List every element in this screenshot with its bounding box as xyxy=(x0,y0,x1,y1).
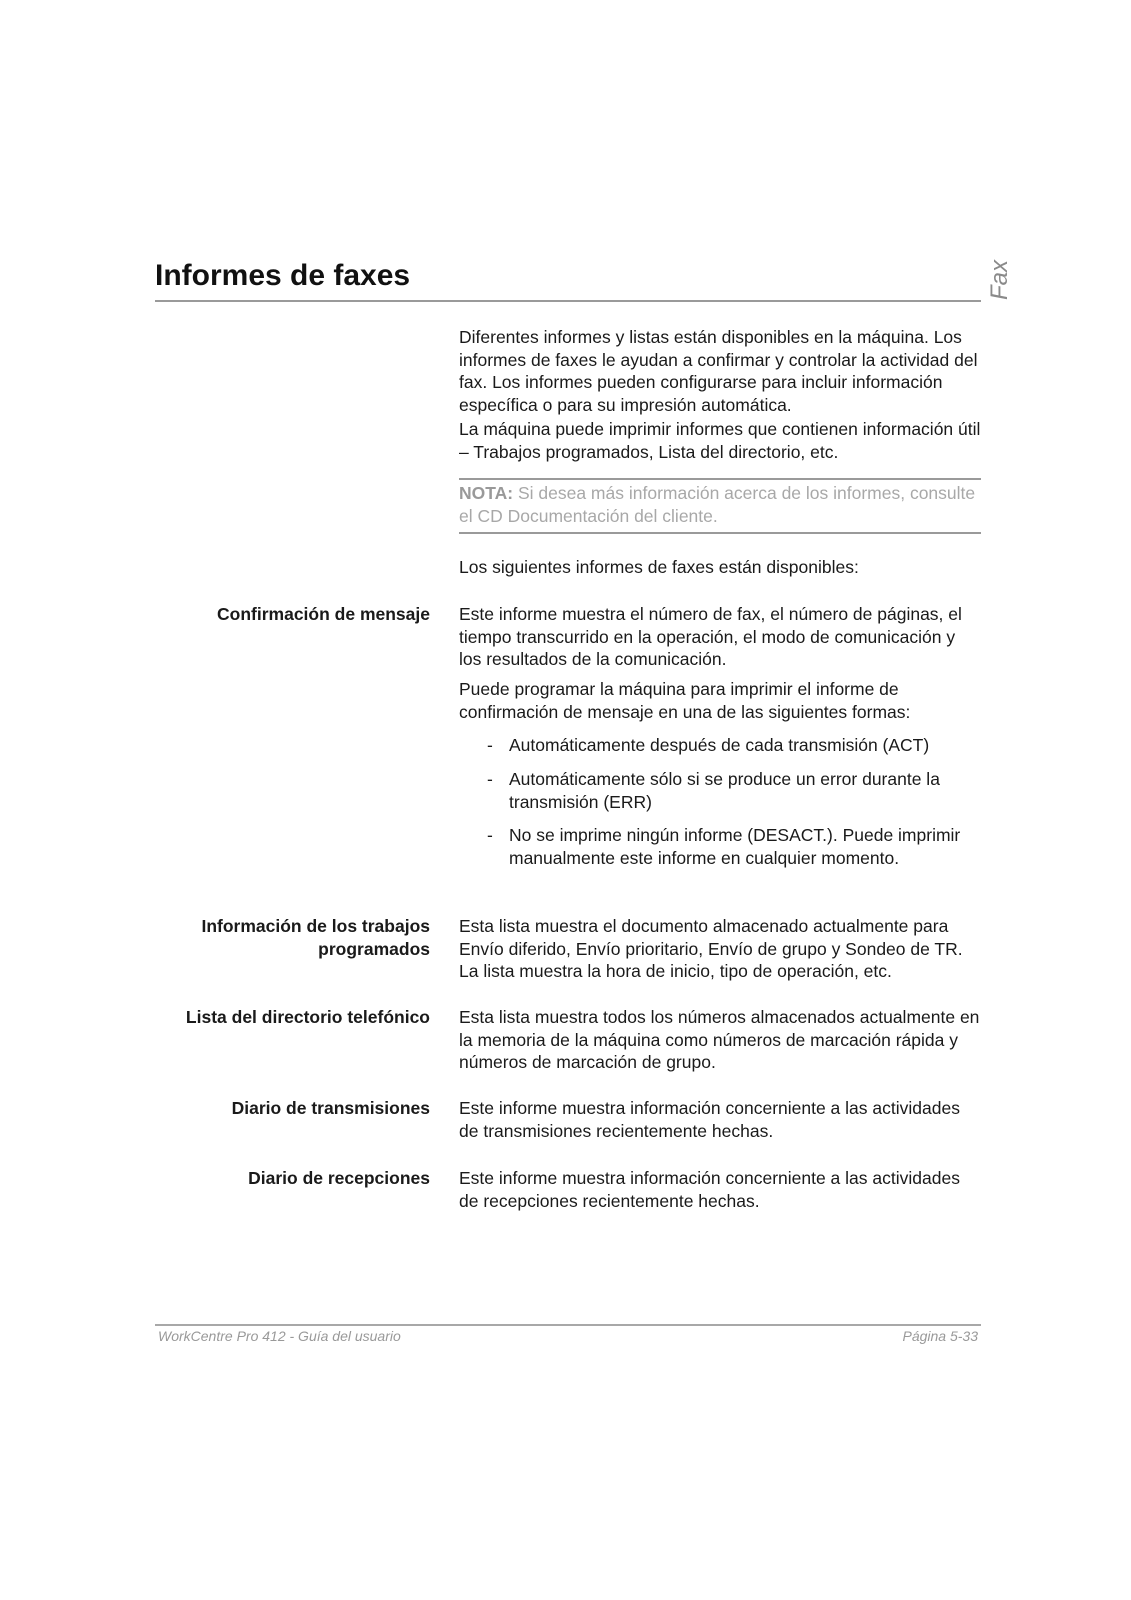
list-item xyxy=(487,824,992,869)
note-label: NOTA: xyxy=(459,483,514,503)
section-text-transmisiones: Este informe muestra información concerniente a las actividades de transmisiones recientemente hechas. xyxy=(459,1098,960,1141)
note-text: Si desea más información acerca de los informes, consulte el CD Documentación del cliente. xyxy=(459,483,976,526)
list-item xyxy=(487,734,992,757)
available-reports-intro: Los siguientes informes de faxes están disponibles: xyxy=(459,557,859,577)
section-label-confirmacion: Confirmación de mensaje xyxy=(217,604,430,624)
chapter-side-tab: Fax xyxy=(986,259,1013,300)
footer-document-title: WorkCentre Pro 412 - Guía del usuario xyxy=(158,1328,401,1344)
section-text-confirmacion-1: Este informe muestra el número de fax, el número de páginas, el tiempo transcurrido en la operación, el modo de comunicación y los resultados de la comunicación. xyxy=(459,604,962,669)
note-box xyxy=(459,478,981,534)
section-label-directorio: Lista del directorio telefónico xyxy=(185,1007,430,1027)
bullet-text: Automáticamente después de cada transmisión (ACT) xyxy=(509,735,930,755)
page-title: Informes de faxes xyxy=(155,259,411,292)
bullet-dash: - xyxy=(487,825,493,845)
bullet-text: No se imprime ningún informe (DESACT.). Puede imprimir manualmente este informe en cualquier momento. xyxy=(509,825,961,868)
section-label-recepciones: Diario de recepciones xyxy=(248,1168,430,1188)
list-item xyxy=(487,768,992,813)
bullet-text: Automáticamente sólo si se produce un error durante la transmisión (ERR) xyxy=(509,769,940,812)
section-text-recepciones: Este informe muestra información concerniente a las actividades de recepciones recientemente hechas. xyxy=(459,1168,960,1211)
section-text-directorio: Esta lista muestra todos los números almacenados actualmente en la memoria de la máquina como números de marcación rápida y números de marcación de grupo. xyxy=(459,1007,980,1072)
footer-page-number: Página 5-33 xyxy=(902,1328,978,1344)
intro-paragraph-2: La máquina puede imprimir informes que contienen información útil – Trabajos programados, Lista del directorio, etc. xyxy=(459,419,981,462)
section-text-trabajos-programados: Esta lista muestra el documento almacenado actualmente para Envío diferido, Envío prioritario, Envío de grupo y Sondeo de TR. La lista muestra la hora de inicio, tipo de operación, etc. xyxy=(459,916,963,981)
intro-paragraph-1: Diferentes informes y listas están disponibles en la máquina. Los informes de faxes le ayudan a confirmar y controlar la actividad del fax. Los informes pueden configurarse para incluir información específica o para su impresión automática. xyxy=(459,327,978,415)
section-label-transmisiones: Diario de transmisiones xyxy=(231,1098,430,1118)
section-label-trabajos-programados: Información de los trabajos programados xyxy=(201,916,430,959)
title-divider xyxy=(155,300,981,302)
section-text-confirmacion-2: Puede programar la máquina para imprimir el informe de confirmación de mensaje en una de las siguientes formas: xyxy=(459,679,911,722)
bullet-dash: - xyxy=(487,769,493,789)
bullet-dash: - xyxy=(487,735,493,755)
footer-divider xyxy=(155,1324,981,1326)
